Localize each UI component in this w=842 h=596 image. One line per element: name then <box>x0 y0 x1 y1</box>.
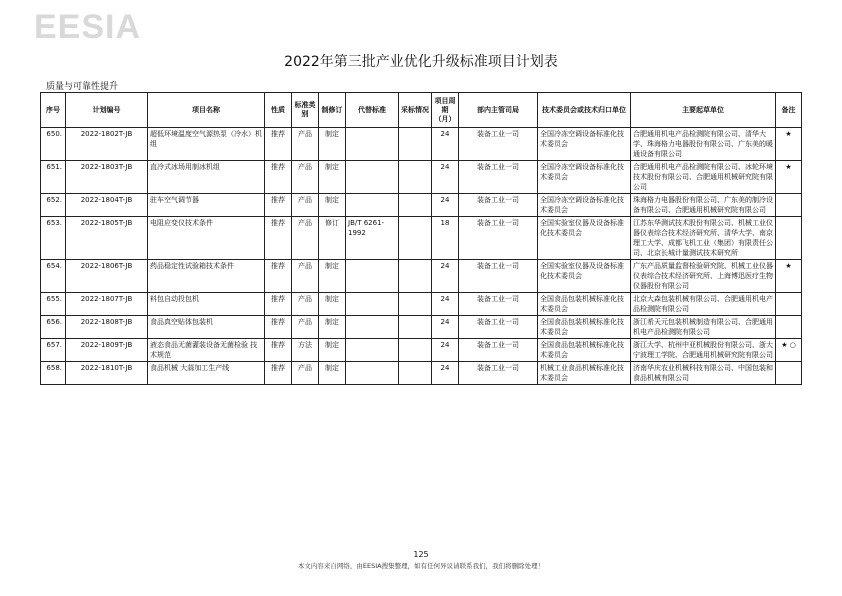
header-nature: 性质 <box>265 93 292 128</box>
header-project-name: 项目名称 <box>148 93 265 128</box>
row-revise: 制定 <box>319 161 346 194</box>
row-adoption <box>399 339 432 362</box>
row-technical-committee: 全国食品包装机械标准化技术委员会 <box>538 293 631 316</box>
row-period: 24 <box>432 362 459 385</box>
row-period: 24 <box>432 128 459 161</box>
row-adoption <box>399 260 432 293</box>
row-department: 装备工业一司 <box>459 293 538 316</box>
row-drafting-units: 江苏东华测试技术股份有限公司、机械工业仪器仪表综合技术经济研究所、清华大学、南京理工大学、成都飞机工业（集团）有限责任公司、北京长城计量测试技术研究所 <box>631 217 776 260</box>
row-replaced-standard <box>346 194 399 217</box>
row-nature: 推荐 <box>265 339 292 362</box>
header-adoption: 采标情况 <box>399 93 432 128</box>
row-revise: 制定 <box>319 128 346 161</box>
row-technical-committee: 全国实验室仪器及设备标准化技术委员会 <box>538 217 631 260</box>
row-nature: 推荐 <box>265 362 292 385</box>
table-header-row <box>41 93 802 128</box>
row-plan-no: 2022-1807T-JB <box>66 293 148 316</box>
row-replaced-standard <box>346 260 399 293</box>
table-row <box>41 316 802 339</box>
row-technical-committee: 全国冷冻空调设备标准化技术委员会 <box>538 128 631 161</box>
footer-disclaimer: 本文内容来自网络，由EESIA搜集整理，如有任何异议请联系我们，我们将删除处理！ <box>297 562 545 570</box>
row-department: 装备工业一司 <box>459 128 538 161</box>
row-note <box>776 316 802 339</box>
header-note: 备注 <box>776 93 802 128</box>
header-replaced-standard: 代替标准 <box>346 93 399 128</box>
row-adoption <box>399 217 432 260</box>
row-project-name: 食品机械 大蒜加工生产线 <box>148 362 265 385</box>
row-period: 24 <box>432 161 459 194</box>
row-drafting-units: 合肥通用机电产品检测院有限公司、清华大学、珠海格力电器股份有限公司、广东美的暖通设备有限公司 <box>631 128 776 161</box>
page-number: 125 <box>413 550 429 559</box>
row-revise: 制定 <box>319 260 346 293</box>
eesia-logo: EESIA <box>34 8 142 46</box>
row-nature: 推荐 <box>265 260 292 293</box>
row-adoption <box>399 128 432 161</box>
row-department: 装备工业一司 <box>459 362 538 385</box>
row-nature: 推荐 <box>265 128 292 161</box>
row-plan-no: 2022-1803T-JB <box>66 161 148 194</box>
row-period: 24 <box>432 316 459 339</box>
row-technical-committee: 全国食品包装机械标准化技术委员会 <box>538 339 631 362</box>
row-replaced-standard: JB/T 6261-1992 <box>346 217 399 260</box>
row-adoption <box>399 362 432 385</box>
row-drafting-units: 珠海格力电器股份有限公司、广东美的制冷设备有限公司、合肥通用机械研究院有限公司 <box>631 194 776 217</box>
row-project-name: 电阻应变仪技术条件 <box>148 217 265 260</box>
row-revise: 制定 <box>319 316 346 339</box>
row-adoption <box>399 194 432 217</box>
row-project-name: 直冷式冰场用制冰机组 <box>148 161 265 194</box>
row-project-name: 液态食品无菌灌装设备无菌检验 技术规范 <box>148 339 265 362</box>
row-department: 装备工业一司 <box>459 161 538 194</box>
row-replaced-standard <box>346 161 399 194</box>
row-seq: 658. <box>41 362 66 385</box>
row-seq: 654. <box>41 260 66 293</box>
category-label: 质量与可靠性提升 <box>46 82 119 92</box>
row-department: 装备工业一司 <box>459 316 538 339</box>
row-note <box>776 362 802 385</box>
row-standard-type: 产品 <box>292 128 319 161</box>
row-plan-no: 2022-1809T-JB <box>66 339 148 362</box>
standards-plan-table <box>40 92 802 385</box>
table-row <box>41 362 802 385</box>
row-nature: 推荐 <box>265 161 292 194</box>
row-standard-type: 产品 <box>292 217 319 260</box>
table-row <box>41 339 802 362</box>
row-drafting-units: 浙江希天元包装机械制造有限公司、合肥通用机电产品检测院有限公司 <box>631 316 776 339</box>
row-revise: 修订 <box>319 217 346 260</box>
row-replaced-standard <box>346 316 399 339</box>
row-seq: 657. <box>41 339 66 362</box>
table-row <box>41 293 802 316</box>
row-technical-committee: 机械工业食品机械标准化技术委员会 <box>538 362 631 385</box>
row-standard-type: 产品 <box>292 293 319 316</box>
row-period: 24 <box>432 194 459 217</box>
row-technical-committee: 全国冷冻空调设备标准化技术委员会 <box>538 194 631 217</box>
row-note: ★ <box>776 161 802 194</box>
header-department: 部内主管司局 <box>459 93 538 128</box>
row-replaced-standard <box>346 128 399 161</box>
header-seq: 序号 <box>41 93 66 128</box>
row-standard-type: 产品 <box>292 161 319 194</box>
row-standard-type: 产品 <box>292 194 319 217</box>
row-nature: 推荐 <box>265 217 292 260</box>
table-row <box>41 161 802 194</box>
row-project-name: 药品稳定性试验箱技术条件 <box>148 260 265 293</box>
table-row <box>41 128 802 161</box>
row-note <box>776 217 802 260</box>
row-replaced-standard <box>346 293 399 316</box>
row-plan-no: 2022-1804T-JB <box>66 194 148 217</box>
row-adoption <box>399 316 432 339</box>
row-replaced-standard <box>346 339 399 362</box>
table-row <box>41 194 802 217</box>
header-period: 项目周期（月） <box>432 93 459 128</box>
row-seq: 656. <box>41 316 66 339</box>
row-revise: 制定 <box>319 293 346 316</box>
row-plan-no: 2022-1806T-JB <box>66 260 148 293</box>
row-seq: 651. <box>41 161 66 194</box>
row-project-name: 料包自动投包机 <box>148 293 265 316</box>
row-period: 24 <box>432 339 459 362</box>
row-drafting-units: 济南华庆农业机械科技有限公司、中国包装和食品机械有限公司 <box>631 362 776 385</box>
table-row <box>41 260 802 293</box>
row-note: ★ <box>776 128 802 161</box>
row-department: 装备工业一司 <box>459 339 538 362</box>
row-note: ★ ○ <box>776 339 802 362</box>
row-revise: 制定 <box>319 339 346 362</box>
row-department: 装备工业一司 <box>459 260 538 293</box>
row-period: 24 <box>432 260 459 293</box>
row-adoption <box>399 293 432 316</box>
row-technical-committee: 全国食品包装机械标准化技术委员会 <box>538 316 631 339</box>
row-plan-no: 2022-1805T-JB <box>66 217 148 260</box>
header-revise: 制修订 <box>319 93 346 128</box>
row-plan-no: 2022-1810T-JB <box>66 362 148 385</box>
row-project-name: 驻车空气调节器 <box>148 194 265 217</box>
row-drafting-units: 广东产品质量监督检验研究院、机械工业仪器仪表综合技术经济研究所、上海博迅医疗生物仪器股份有限公司 <box>631 260 776 293</box>
header-drafting-units: 主要起草单位 <box>631 93 776 128</box>
row-standard-type: 产品 <box>292 362 319 385</box>
row-technical-committee: 全国冷冻空调设备标准化技术委员会 <box>538 161 631 194</box>
row-note <box>776 194 802 217</box>
row-department: 装备工业一司 <box>459 217 538 260</box>
header-plan-no: 计划编号 <box>66 93 148 128</box>
row-standard-type: 产品 <box>292 316 319 339</box>
row-period: 18 <box>432 217 459 260</box>
header-standard-type: 标准类别 <box>292 93 319 128</box>
row-note: ★ <box>776 260 802 293</box>
row-seq: 655. <box>41 293 66 316</box>
row-seq: 652. <box>41 194 66 217</box>
row-seq: 653. <box>41 217 66 260</box>
row-standard-type: 方法 <box>292 339 319 362</box>
row-seq: 650. <box>41 128 66 161</box>
row-project-name: 食品真空贴体包装机 <box>148 316 265 339</box>
row-drafting-units: 北京大森包装机械有限公司、合肥通用机电产品检测院有限公司 <box>631 293 776 316</box>
row-plan-no: 2022-1802T-JB <box>66 128 148 161</box>
row-drafting-units: 合肥通用机电产品检测院有限公司、冰轮环境技术股份有限公司、合肥通用机械研究院有限公司 <box>631 161 776 194</box>
row-drafting-units: 浙江大学、杭州中亚机械股份有限公司、浙大宁波理工学院、合肥通用机械研究院有限公司 <box>631 339 776 362</box>
table-row <box>41 217 802 260</box>
row-note <box>776 293 802 316</box>
row-department: 装备工业一司 <box>459 194 538 217</box>
row-adoption <box>399 161 432 194</box>
row-technical-committee: 全国实验室仪器及设备标准化技术委员会 <box>538 260 631 293</box>
row-plan-no: 2022-1808T-JB <box>66 316 148 339</box>
row-period: 24 <box>432 293 459 316</box>
row-nature: 推荐 <box>265 194 292 217</box>
page-title: 2022年第三批产业优化升级标准项目计划表 <box>284 54 558 70</box>
row-revise: 制定 <box>319 194 346 217</box>
row-nature: 推荐 <box>265 316 292 339</box>
row-project-name: 超低环境温度空气源热泵（冷水）机组 <box>148 128 265 161</box>
row-nature: 推荐 <box>265 293 292 316</box>
row-replaced-standard <box>346 362 399 385</box>
row-revise: 制定 <box>319 362 346 385</box>
row-standard-type: 产品 <box>292 260 319 293</box>
header-technical-committee: 技术委员会或技术归口单位 <box>538 93 631 128</box>
